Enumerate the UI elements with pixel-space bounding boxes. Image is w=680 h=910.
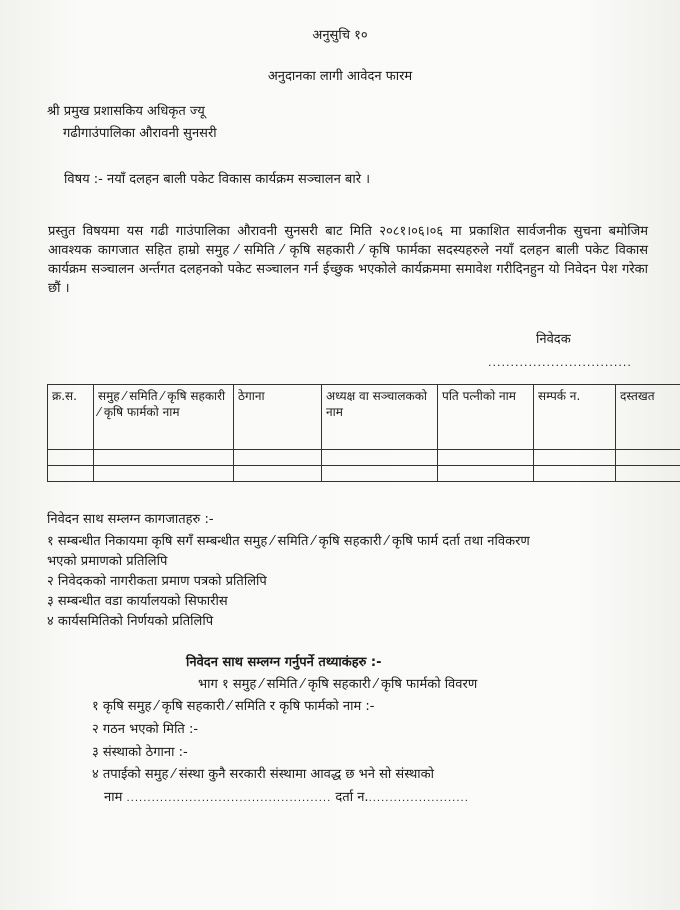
table-row bbox=[48, 450, 680, 466]
attachment-item-1: १ सम्बन्धीत निकायमा कृषि सगँ सम्बन्धीत समुह ⁄ समिति ⁄ कृषि सहकारी ⁄ कृषि फार्म दर्ता तथा नविकरण bbox=[47, 534, 530, 549]
attachment-item-2: २ निवेदकको नागरीकता प्रमाण पत्रको प्रतिलिपि bbox=[47, 574, 267, 589]
col-signature: दस्तखत bbox=[616, 385, 680, 450]
table-cell[interactable] bbox=[48, 450, 94, 466]
col-serial: क्र.स. bbox=[48, 385, 94, 450]
facts-question-2: २ गठन भएको मिति :- bbox=[92, 722, 199, 737]
col-address: ठेगाना bbox=[234, 385, 322, 450]
facts-question-1: १ कृषि समुह ⁄ कृषि सहकारी ⁄ समिति र कृषि फार्मको नाम :- bbox=[92, 699, 375, 714]
applicant-signature-line: ................................ bbox=[488, 356, 632, 369]
addressee-line-2: गढीगाउंपालिका औरावनी सुनसरी bbox=[63, 126, 217, 141]
schedule-number: अनुसुचि १० bbox=[312, 28, 368, 43]
attachment-item-1-cont: भएको प्रमाणको प्रतिलिपि bbox=[47, 554, 168, 569]
form-title: अनुदानका लागी आवेदन फारम bbox=[267, 69, 413, 84]
table-header-row bbox=[48, 385, 680, 450]
subject-line: विषय :- नयाँ दलहन बाली पकेट विकास कार्यक्रम सञ्चालन बारे । bbox=[64, 172, 371, 187]
table-cell[interactable] bbox=[616, 450, 680, 466]
table-cell[interactable] bbox=[438, 450, 534, 466]
facts-title: निवेदन साथ सम्लग्न गर्नुपर्ने तथ्याकंहरु :- bbox=[186, 655, 382, 670]
table-cell[interactable] bbox=[438, 466, 534, 482]
attachment-item-4: ४ कार्यसमितिको निर्णयको प्रतिलिपि bbox=[47, 614, 214, 629]
col-chair-name: अध्यक्ष वा सञ्चालकको नाम bbox=[322, 385, 438, 450]
attachments-title: निवेदन साथ सम्लग्न कागजातहरु :- bbox=[47, 512, 214, 527]
body-paragraph: प्रस्तुत विषयमा यस गढी गाउंपालिका औरावनी सुनसरी बाट मिति २०८१।०६।०६ मा प्रकाशित सार्वजनीक सुचना बमोजिम आवश्यक कागजात सहित हाम्रो समुह ⁄ समिति ⁄ कृषि सहकारी ⁄ कृषि फार्मका सदस्यहरुले नयाँ दलहन बाली पकेट विकास कार्यक्रम सञ्चालन अर्न्तगत दलहनको पकेट सञ्चालन गर्न ईच्छुक भएकोले कार्यक्रममा समावेश गरीदिनहुन यो निवेदन पेश गरेका छौं । bbox=[48, 224, 648, 296]
facts-part-1: भाग १ समुह ⁄ समिति ⁄ कृषि सहकारी ⁄ कृषि फार्मको विवरण bbox=[198, 677, 478, 692]
registration-label: दर्ता न. bbox=[335, 790, 369, 805]
table-cell[interactable] bbox=[534, 466, 616, 482]
facts-question-4-line bbox=[104, 790, 469, 807]
table-cell[interactable] bbox=[234, 466, 322, 482]
table-cell[interactable] bbox=[94, 466, 234, 482]
col-group-name: समुह ⁄ समिति ⁄ कृषि सहकारी ⁄ कृषि फार्मको नाम bbox=[94, 385, 234, 450]
org-name-blank[interactable]: ................................................. bbox=[126, 793, 332, 804]
table-cell[interactable] bbox=[322, 450, 438, 466]
col-contact: सम्पर्क न. bbox=[534, 385, 616, 450]
table-cell[interactable] bbox=[616, 466, 680, 482]
table-cell[interactable] bbox=[234, 450, 322, 466]
table-row bbox=[48, 466, 680, 482]
table-cell[interactable] bbox=[94, 450, 234, 466]
table-cell[interactable] bbox=[322, 466, 438, 482]
table-cell[interactable] bbox=[534, 450, 616, 466]
facts-question-3: ३ संस्थाको ठेगाना :- bbox=[92, 745, 188, 760]
applicant-table bbox=[47, 384, 680, 482]
table-cell[interactable] bbox=[48, 466, 94, 482]
facts-question-4: ४ तपाईको समुह ⁄ संस्था कुनै सरकारी संस्थामा आवद्ध छ भने सो संस्थाको bbox=[92, 767, 435, 782]
attachment-item-3: ३ सम्बन्धीत वडा कार्यालयको सिफारीस bbox=[47, 594, 228, 609]
org-name-label: नाम bbox=[104, 790, 123, 805]
col-spouse-name: पति पत्नीको नाम bbox=[438, 385, 534, 450]
addressee-line-1: श्री प्रमुख प्रशासकिय अधिकृत ज्यू bbox=[47, 104, 205, 119]
applicant-label: निवेदक bbox=[536, 332, 571, 347]
registration-blank[interactable]: ........................ bbox=[368, 793, 469, 804]
